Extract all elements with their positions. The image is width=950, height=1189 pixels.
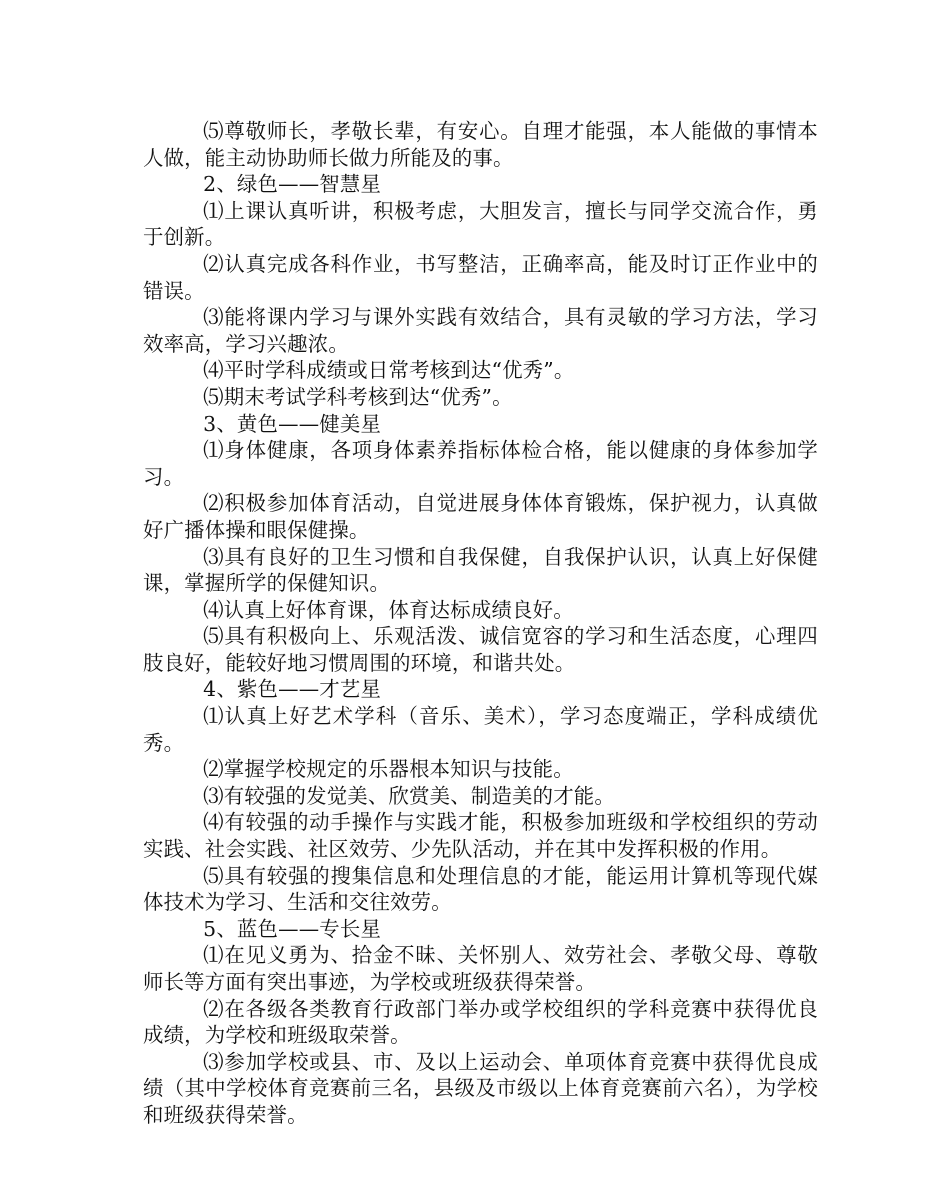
paragraph-blue-3: ⑶参加学校或县、市、及以上运动会、单项体育竞赛中获得优良成绩（其中学校体育竞赛前三名，县级及市级以上体育竞赛前六名），为学校和班级获得荣誉。 xyxy=(143,1049,818,1127)
paragraph-purple-3: ⑶有较强的发觉美、欣赏美、制造美的才能。 xyxy=(203,783,615,808)
paragraph-green-4: ⑷平时学科成绩或日常考核到达“优秀”。 xyxy=(203,358,575,383)
paragraph-yellow-1: ⑴身体健康，各项身体素养指标体检合格，能以健康的身体参加学习。 xyxy=(143,438,818,489)
paragraph-purple-5: ⑸具有较强的搜集信息和处理信息的才能，能运用计算机等现代媒体技术为学习、生活和交往效劳。 xyxy=(143,863,818,915)
paragraph-green-2: ⑵认真完成各科作业，书写整洁，正确率高，能及时订正作业中的错误。 xyxy=(143,251,818,303)
paragraph-yellow-5: ⑸具有积极向上、乐观活泼、诚信宽容的学习和生活态度，心理四肢良好，能较好地习惯周围的环境，和谐共处。 xyxy=(143,624,818,675)
heading-yellow-fitness-star: 3、黄色——健美星 xyxy=(203,411,382,436)
paragraph-yellow-3: ⑶具有良好的卫生习惯和自我保健，自我保护认识，认真上好保健课，掌握所学的保健知识。 xyxy=(143,544,818,596)
paragraph-green-1: ⑴上课认真听讲，积极考虑，大胆发言，擅长与同学交流合作，勇于创新。 xyxy=(143,198,818,250)
heading-green-wisdom-star: 2、绿色——智慧星 xyxy=(203,172,382,197)
paragraph-purple-4: ⑷有较强的动手操作与实践才能，积极参加班级和学校组织的劳动实践、社会实践、社区效劳、少先队活动，并在其中发挥积极的作用。 xyxy=(143,810,818,862)
paragraph-blue-2: ⑵在各级各类教育行政部门举办或学校组织的学科竞赛中获得优良成绩，为学校和班级取荣誉。 xyxy=(143,996,818,1048)
paragraph-purple-2: ⑵掌握学校规定的乐器根本知识与技能。 xyxy=(203,757,574,782)
paragraph-blue-1: ⑴在见义勇为、拾金不昧、关怀别人、效劳社会、孝敬父母、尊敬师长等方面有突出事迹，为学校或班级获得荣誉。 xyxy=(143,943,818,994)
heading-purple-talent-star: 4、紫色——才艺星 xyxy=(203,677,382,702)
document-body xyxy=(143,118,818,1129)
paragraph-respect-elders: ⑸尊敬师长，孝敬长辈，有安心。自理才能强，本人能做的事情本人做，能主动协助师长做力所能及的事。 xyxy=(143,119,818,170)
paragraph-yellow-2: ⑵积极参加体育活动，自觉进展身体体育锻炼，保护视力，认真做好广播体操和眼保健操。 xyxy=(143,491,818,542)
paragraph-purple-1: ⑴认真上好艺术学科（音乐、美术），学习态度端正，学科成绩优秀。 xyxy=(143,704,818,755)
paragraph-green-5: ⑸期末考试学科考核到达“优秀”。 xyxy=(203,384,513,409)
paragraph-yellow-4: ⑷认真上好体育课，体育达标成绩良好。 xyxy=(203,597,574,622)
paragraph-green-3: ⑶能将课内学习与课外实践有效结合，具有灵敏的学习方法，学习效率高，学习兴趣浓。 xyxy=(143,305,818,356)
heading-blue-specialty-star: 5、蓝色——专长星 xyxy=(203,916,382,941)
